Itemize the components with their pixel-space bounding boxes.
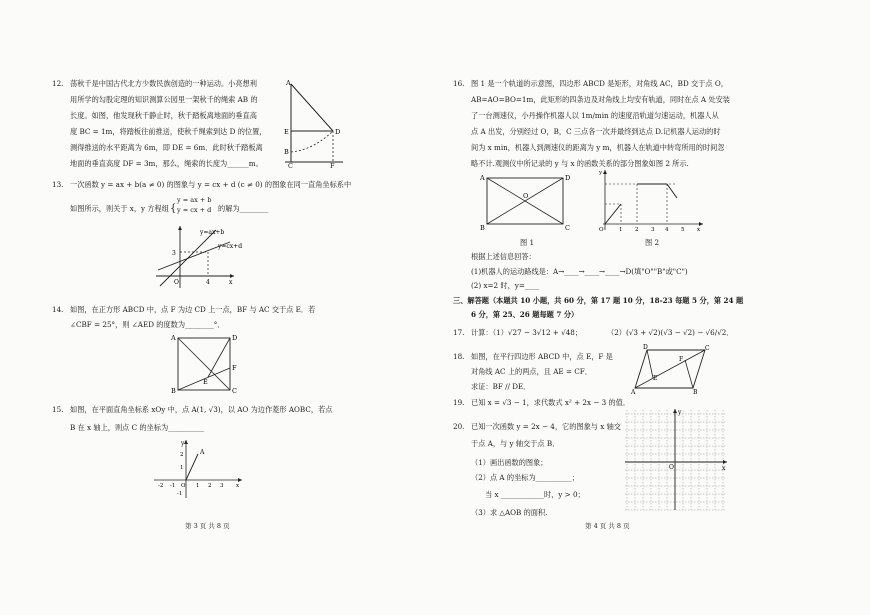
- q12-line: 测得推送的水平距离为 6m，即 DE = 6m．此时秋千踏板离: [70, 143, 263, 152]
- figure-2-caption: 图 2: [645, 238, 660, 247]
- q16-number: 16.: [453, 79, 465, 88]
- q16-prompt: 根据上述信息回答：: [471, 252, 536, 261]
- svg-text:5: 5: [681, 227, 685, 233]
- figure-1-rectangle: [479, 172, 571, 232]
- parallelogram-figure: [631, 344, 711, 394]
- line-label-c: y=cx+d: [218, 243, 243, 250]
- grid-x-label: x: [722, 465, 726, 472]
- svg-text:-1: -1: [177, 491, 183, 497]
- label-B: B: [171, 387, 176, 395]
- svg-text:1: 1: [180, 465, 184, 471]
- q15-line1: 如图，在平面直角坐标系 xOy 中，点 A(1, √3)，以 AO 为边作菱形 AOBC，若点: [70, 405, 333, 414]
- svg-text:4: 4: [665, 227, 669, 233]
- svg-text:-1: -1: [170, 483, 176, 489]
- q19-number: 19.: [453, 398, 465, 407]
- q14-number: 14.: [52, 305, 64, 314]
- label-E: E: [203, 378, 208, 386]
- label-A: A: [171, 334, 176, 342]
- label-D: D: [232, 334, 238, 342]
- grid-y-label: y: [678, 409, 682, 416]
- q20-line: （2）点 A 的坐标为__________；: [471, 473, 579, 482]
- q16-line: 了一台测速仪，小丹操作机器人以 1m/min 的速度沿轨道匀速运动，机器人从: [471, 111, 719, 120]
- label-D: D: [335, 128, 341, 136]
- q18-number: 18.: [453, 352, 465, 361]
- q12-line: 度 BC = 1m，将踏板往前推送，使秋千绳索到达 D 的位置，: [70, 127, 267, 136]
- swing-figure: [283, 76, 345, 166]
- svg-text:3: 3: [651, 227, 655, 233]
- label-D: D: [643, 344, 648, 351]
- label-B: B: [480, 224, 485, 232]
- svg-text:x: x: [236, 483, 240, 489]
- q14-line1: 如图，在正方形 ABCD 中，点 F 为边 CD 上一点，BF 与 AC 交于点 E．若: [70, 305, 316, 314]
- q13-system-top: y = ax + b: [177, 196, 212, 204]
- q16-line: AB=AO=BO=1m，此矩形的四条边及对角线上均安有轨道，同时在点 A 处安装: [471, 95, 730, 104]
- q12-number: 12.: [52, 79, 64, 88]
- section-3-heading-cont: 6 分，第 25、26 题每题 7 分）: [471, 310, 579, 319]
- label-F: F: [679, 356, 684, 363]
- y-axis-label: y: [181, 440, 185, 447]
- q20-line: 已知一次函数 y = 2x − 4，它的图象与 x 轴交: [471, 422, 621, 431]
- coordinate-figure: [150, 436, 246, 500]
- page-footer-right: 第 4 页 共 8 页: [585, 522, 630, 530]
- svg-text:2: 2: [635, 227, 639, 233]
- label-B: B: [284, 148, 289, 156]
- q20-line: 当 x ____________时，y > 0；: [485, 490, 585, 499]
- label-E: E: [653, 375, 658, 382]
- svg-text:2: 2: [208, 483, 212, 489]
- q18-line: 如图，在平行四边形 ABCD 中，点 E，F 是: [471, 352, 613, 361]
- q17-part1: 计算：（1）√27 − 3√12 + √48；: [471, 328, 583, 337]
- svg-text:1: 1: [196, 483, 200, 489]
- label-C: C: [565, 224, 570, 232]
- q20-number: 20.: [453, 422, 465, 431]
- label-C: C: [232, 387, 237, 395]
- svg-text:-2: -2: [158, 483, 164, 489]
- q12-line: 地面的垂直高度 DF = 3m，那么，绳索的长度为______m。: [70, 159, 263, 168]
- figure-2-graph: [597, 166, 707, 234]
- q13-number: 13.: [52, 180, 64, 189]
- label-C: C: [705, 345, 710, 352]
- left-page: 12. 荡秋千是中国古代北方少数民族创造的一种运动。小亮想利 用所学的勾股定理的知识测算公园里一架秋千的绳索 AB 的 长度。如图，他发现秋千静止时，秋千踏板离地面的垂直高 度 BC = 1m，将踏板往前推送，使秋千绳索到达 D 的位置， 测得推送的水平距离为 6m，即 DE = 6m．此时秋千踏板离 地面的垂直高度 DF = 3m，那么，绳索的长度为______m。 A E D B C F 13. 一次函数 y = ax + b(a ≠ 0) 的图象与 y = cx + d (c ≠ 0) 的图象在同一直角坐标系中 如图所示，则关于 x，y 方程组 { y = ax + b y = cx + d 的解为________ y=ax+b y=cx+d 3 O 4 x 14. 如图，在正方形 ABCD 中，点 F 为边 CD 上一点，BF 与 AC 交于点 E．若 ∠CBF = 25°，则 ∠AED 的度数为________°． A D F E B C 15. 如图，在平面直角坐标系 xOy 中，点 A(1, √3)，以 AO 为边作菱形 AOBC，若点 B 在 x 轴上，则点 C 的坐标为__________ y A 2 1 -2 -1 O 1 2 3 x -1 第 3 页 共 8 页: [0, 0, 435, 615]
- label-A: A: [480, 174, 485, 182]
- q16-sub2: (2) x=2 时，y=____: [471, 281, 540, 290]
- page-footer-left: 第 3 页 共 8 页: [185, 522, 230, 530]
- section-3-heading: 三、解答题（本题共 10 小题，共 60 分，第 17 题 10 分，18-23 每题 5 分，第 24 题: [453, 296, 744, 305]
- linear-functions-figure: [152, 224, 243, 290]
- q15-number: 15.: [52, 405, 64, 414]
- q17-number: 17.: [453, 328, 465, 337]
- q15-line2: B 在 x 轴上，则点 C 的坐标为__________: [70, 423, 205, 432]
- label-F: F: [330, 162, 335, 170]
- q18-line: 求证：BF // DE．: [471, 382, 531, 391]
- q16-line: 间为 x min，机器人到测速仪的距离为 y m，机器人在轨道中转弯所用的时间忽: [471, 143, 725, 152]
- label-D: D: [565, 174, 571, 182]
- q12-line: 用所学的勾股定理的知识测算公园里一架秋千的绳索 AB 的: [70, 95, 258, 104]
- origin-label: O: [174, 279, 179, 286]
- q16-line: 略不计.观测仪中所记录的 y 与 x 的函数关系的部分图象如图 2 所示.: [471, 159, 689, 168]
- q20-line: （3）求 △AOB 的面积.: [471, 508, 548, 517]
- svg-text:3: 3: [220, 483, 224, 489]
- q17-part2: （2）(√3 + √2)(√3 − √2) − √6/√2．: [607, 328, 734, 337]
- square-figure: [170, 332, 240, 394]
- q16-line: 图 1 是一个轨道的示意图，四边形 ABCD 是矩形，对角线 AC，BD 交于点 O，: [471, 79, 728, 88]
- line-label-a: y=ax+b: [200, 229, 225, 236]
- label-A: A: [631, 389, 636, 396]
- label-E: E: [284, 128, 289, 136]
- q13-line2a: 如图所示，则关于 x，y 方程组: [70, 204, 169, 213]
- q13-system-bottom: y = cx + d: [177, 206, 212, 214]
- svg-text:y: y: [599, 170, 603, 176]
- tick-4: 4: [206, 279, 210, 286]
- point-A-label: A: [200, 449, 205, 456]
- q20-line: （1）画出函数的图象；: [471, 458, 548, 467]
- q12-line: 长度。如图，他发现秋千静止时，秋千踏板离地面的垂直高: [70, 111, 257, 120]
- label-C: C: [288, 162, 293, 170]
- q13-line1: 一次函数 y = ax + b(a ≠ 0) 的图象与 y = cx + d (c ≠ 0) 的图象在同一直角坐标系中: [70, 180, 352, 189]
- svg-text:x: x: [697, 227, 701, 233]
- grid-origin-label: O: [669, 464, 674, 471]
- q16-sub1: (1)机器人的运动路线是：A→____→____→____→D(填"O""B"或"C"): [471, 267, 688, 276]
- label-O: O: [523, 192, 529, 200]
- svg-text:2: 2: [180, 452, 184, 458]
- q20-line: 于点 A，与 y 轴交于点 B．: [471, 439, 560, 448]
- right-page: [435, 0, 870, 615]
- q19-text: 已知 x = √3 − 1，求代数式 x² + 2x − 3 的值．: [471, 398, 631, 407]
- q18-line: 对角线 AC 上的两点，且 AE = CF．: [471, 367, 592, 376]
- tick-3: 3: [172, 250, 176, 257]
- svg-text:O: O: [599, 227, 604, 233]
- svg-text:O: O: [181, 483, 186, 489]
- q14-line2: ∠CBF = 25°，则 ∠AED 的度数为________°．: [70, 320, 225, 329]
- svg-text:1: 1: [619, 227, 623, 233]
- q12-line: 荡秋千是中国古代北方少数民族创造的一种运动。小亮想利: [70, 79, 257, 88]
- answer-grid: [621, 406, 731, 514]
- label-F: F: [232, 364, 237, 372]
- q13-line2b: 的解为________: [218, 204, 269, 213]
- figure-1-caption: 图 1: [520, 238, 535, 247]
- q16-line: 点 A 出发，分别经过 O，B，C 三点各一次并最终到达点 D.记机器人运动的时: [471, 127, 721, 136]
- label-B: B: [693, 389, 698, 396]
- label-A: A: [286, 79, 291, 87]
- x-axis-label: x: [229, 279, 233, 286]
